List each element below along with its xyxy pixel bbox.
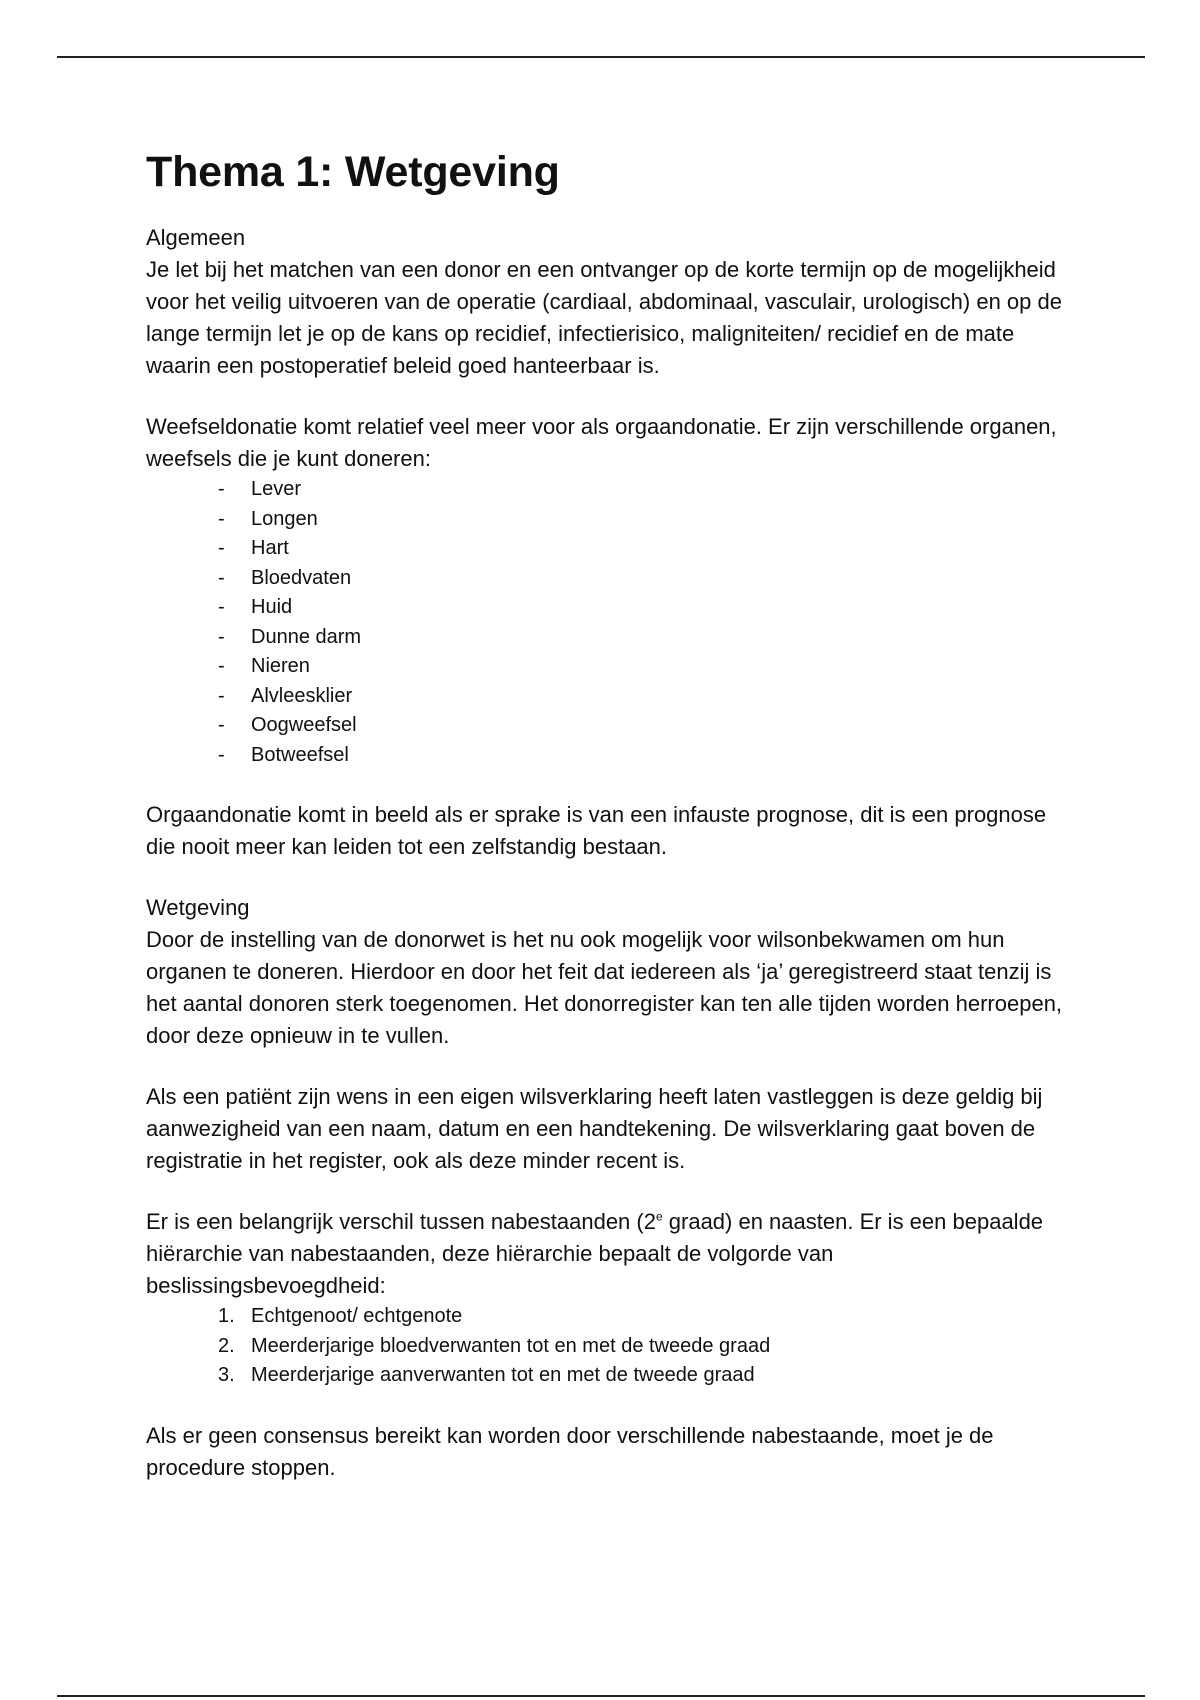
top-rule — [57, 56, 1145, 58]
weefseldonatie-paragraph: Weefseldonatie komt relatief veel meer voor als orgaandonatie. Er zijn verschillende organen, weefsels die je kunt doneren: — [146, 414, 1057, 471]
bottom-rule — [57, 1695, 1145, 1697]
algemeen-heading: Algemeen — [146, 225, 246, 250]
algemeen-paragraph: Je let bij het matchen van een donor en een ontvanger op de korte termijn op de mogelijkheid voor het veilig uitvoeren van de operatie (cardiaal, abdominaal, vasculair, urologisch) en op de lange termijn let je op de kans op recidief, infectierisico, maligniteiten/ recidief en de mate waarin een postoperatief beleid goed hanteerbaar is. — [146, 257, 1062, 378]
list-item: - Botweefsel — [218, 743, 349, 766]
list-item: 3. Meerderjarige aanverwanten tot en met de tweede graad — [218, 1364, 755, 1386]
wetgeving-paragraph: Door de instelling van de donorwet is het nu ook mogelijk voor wilsonbekwamen om hun organen te doneren. Hierdoor en door het feit dat iedereen als ‘ja’ geregistreerd staat tenzij is het aantal donoren sterk toegenomen. Het donorregister kan ten alle tijden worden herroepen, door deze opnieuw in te vullen. — [146, 927, 1063, 1048]
list-item: - Hart — [218, 537, 289, 559]
orgaandonatie-paragraph: Orgaandonatie komt in beeld als er sprake is van een infauste prognose, dit is een prognose die nooit meer kan leiden tot een zelfstandig bestaan. — [146, 802, 1047, 859]
list-item: - Longen — [218, 507, 318, 530]
list-item: - Oogweefsel — [218, 714, 357, 736]
consensus-paragraph: Als er geen consensus bereikt kan worden door verschillende nabestaande, moet je de procedure stoppen. — [146, 1422, 994, 1480]
list-item: - Lever — [218, 478, 302, 500]
list-item: - Alvleesklier — [218, 684, 353, 707]
organ-list — [146, 475, 1076, 770]
wetgeving-heading: Wetgeving — [146, 895, 250, 920]
nabestaanden-paragraph: Er is een belangrijk verschil tussen nabestaanden (2e graad) en naasten. Er is een bepaalde hiërarchie van nabestaanden, deze hiërarchie bepaalt de volgorde van beslissingsbevoegdheid: — [146, 1209, 1044, 1298]
document-body — [146, 146, 1076, 1484]
list-item: - Dunne darm — [218, 625, 362, 648]
list-item: 1. Echtgenoot/ echtgenote — [218, 1305, 463, 1327]
list-item: - Nieren — [218, 655, 310, 677]
list-item: - Bloedvaten — [218, 566, 352, 589]
page-title: Thema 1: Wetgeving — [146, 148, 560, 196]
list-item: - Huid — [218, 596, 293, 618]
list-item: 2. Meerderjarige bloedverwanten tot en met de tweede graad — [218, 1334, 771, 1357]
hierarchy-list — [146, 1302, 1076, 1391]
wilsverklaring-paragraph: Als een patiënt zijn wens in een eigen wilsverklaring heeft laten vastleggen is deze geldig bij aanwezigheid van een naam, datum en een handtekening. De wilsverklaring gaat boven de registratie in het register, ook als deze minder recent is. — [146, 1084, 1043, 1173]
